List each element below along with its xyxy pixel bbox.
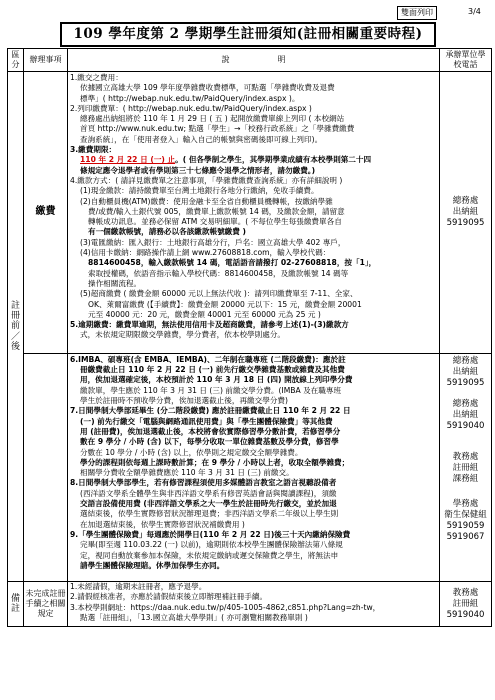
fees-description (68, 72, 440, 354)
text-line: 5.逾期繳費：繳費單逾期，無法使用信用卡及超商繳費，請參考上述(1)-(3)繳款方 (70, 320, 349, 330)
duplex-print-button[interactable]: 雙面列印 (397, 6, 437, 20)
credit-card-link[interactable]: (4)信用卡繳納：網路操作請上網 www.27608818.com，輸入學校代碼： (80, 248, 331, 258)
unit-phone: 5919040 (446, 609, 485, 620)
top-bar (0, 6, 495, 22)
text-line: 請學生團體保險理賠。休學加保學生亦同。 (80, 560, 225, 570)
text-line: 1.未經請假，逾期未註冊者，應予退學。 (70, 582, 207, 591)
text-line: 4.繳款方式：( 請詳見繳費單之注意事項，「學雜費繳費查詢系統」亦有詳細說明 ) (70, 175, 343, 185)
fee-standard-link[interactable]: 標準」( http://webap.nuk.edu.tw/PaidQuery/index.aspx )。 (80, 93, 300, 103)
text-line: 。( 但各學制之學生，其學期學業成績有本校學則第二十四 (175, 155, 372, 165)
page-title: 109 學年度第 2 學期學生註冊須知(註冊相關重要時程) (60, 22, 436, 47)
unit-phone: 5919059 (446, 520, 485, 531)
text-line: 有一個繳款帳號，請務必以各該繳款帳號繳費 ) (88, 227, 246, 237)
text-line: (2)自動櫃員機(ATM)繳費：使用金融卡至全省自動櫃員機轉帳，按繳納學雜 (80, 196, 333, 206)
text-line: 費/或費/輸入土銀代號 005，繳費單上繳款帳號 14 碼，及繳款金額，請留意 (88, 206, 345, 216)
unit-name: 教務處 (452, 587, 479, 598)
text-line: 9.「學生團體保險費」每週應於開學日(110 年 2 月 22 日)後三十天內繳納保險費 (70, 529, 351, 539)
unit-division: 出納組 (452, 366, 479, 377)
unit-division: 註冊組 (452, 598, 479, 609)
regulations-link[interactable]: 3.本校學則網址：https://daa.nuk.edu.tw/p/405-1005-4862,c851.php?Lang=zh-tw， (70, 602, 381, 612)
text-line: (3)電匯繳納：匯入銀行：土地銀行高雄分行，戶名：國立高雄大學 402 專戶， (80, 237, 346, 247)
text-line: 交語言設備使用費 (非西洋語文學系之大一學生於註冊時先行繳交，並於加退 (80, 499, 337, 509)
item-fees: 繳費 (24, 72, 68, 354)
unit-phone: 5919095 (446, 217, 485, 228)
text-line: 用 (註冊費)，俟加退選截止後，本校將會依實際修習學分數計費，若修習學分 (80, 426, 341, 436)
unit-name: 教務處 (452, 451, 479, 462)
header-category: 區分 (8, 49, 24, 72)
text-line: 學分的課程則依每週上課時數計算；在 9 學分 / 小時以上者，收取全額學雜費； (80, 457, 350, 467)
unit-name: 學務處 (452, 498, 479, 509)
unit-division: 課務組 (452, 473, 479, 484)
text-line: 總務處出納組將於 110 年 1 月 29 日 ( 五 ) 起開放繳費單線上列印 ( 本校網站 (80, 114, 345, 124)
text-line: 學生於註冊時不預收學分費，俟加退選截止後，再繳交學分費) (80, 396, 288, 406)
text-line: OK、萊爾富繳費 (【手續費】：繳費金額 20000 元以下：15 元，繳費金額 20001 (88, 299, 362, 309)
text-line: 冊繳費截止日 110 年 2 月 22 日 (一) 前先行繳交學雜費基數或雜費及其他費 (80, 365, 345, 375)
print-bill-link[interactable]: 2.列印繳費單：( http://webap.nuk.edu.tw/PaidQuery/index.aspx ) (70, 103, 312, 113)
unit-name: 總務處 (452, 398, 479, 409)
deadline-heading: 3.繳費期限： (70, 145, 117, 155)
remark-unit (440, 582, 492, 627)
category-registration: 註冊前／後 (8, 72, 24, 582)
text-line: 點選「註冊組」，「13.國立高雄大學學則」( 亦可瀏覽相關教務單則 ) (80, 612, 308, 622)
text-line: 完畢(即至週 110.03.22 (一) 以前)，逾期則依本校學生團體保險辦法第八條規 (80, 540, 343, 550)
text-line: 2.請假經核准者，亦應於請假結束後立即辦理補註冊手續。 (70, 592, 268, 602)
unit-phone: 5919095 (446, 377, 485, 388)
unit-name: 總務處 (452, 355, 479, 366)
text-line: 用，俟加退選確定後，本校預計於 110 年 3 月 18 日 (四) 開放線上列印學分費 (80, 375, 353, 385)
text-line: 條規定應令退學者或有學則第三十七條應令退學之情形者，請勿繳費。) (80, 165, 316, 175)
registration-table (7, 48, 491, 627)
text-line: 7.日間學制大學部延畢生 (分二階段繳費) 應於註冊繳費截止日 110 年 2 月 22 日 (70, 406, 351, 416)
registration-unit (440, 353, 492, 581)
text-line: 繳款單，學生應於 110 年 3 月 31 日 (三) 前繳交學分費。(IMBA 及在職專班 (80, 385, 342, 395)
page-number: 3/4 (468, 7, 481, 16)
text-line: 查詢系統」，在「使用者登入」輸入自己的帳號與密碼後即可線上列印)。 (80, 134, 323, 144)
registration-row (8, 353, 492, 581)
unit-name: 總務處 (452, 195, 479, 206)
nuk-homepage-link[interactable]: 首頁 http://www.nuk.edu.tw; 點選「學生」→「校務行政系統」之「學雜費繳費 (80, 124, 355, 134)
text-line: 定，視同自動放棄參加本保險，未依規定繳納或遲交保險費之學生，將無法申 (80, 550, 339, 560)
table-header-row (8, 49, 492, 72)
text-line: 分數在 10 學分 / 小時 (含) 以上，依學則之規定繳交全額學雜費。 (80, 447, 303, 457)
text-line: (一) 前先行繳交「電腦與網路通訊使用費」與「學生團體保險費」等其他費 (80, 416, 333, 426)
unit-phone: 5919067 (446, 531, 485, 542)
unit-division: 出納組 (452, 409, 479, 420)
header-unit: 承辦單位學校電話 (440, 49, 492, 72)
text-line: 1.繳交之費用： (70, 73, 123, 82)
unit-division: 出納組 (452, 206, 479, 217)
text-line: 轉帳成功訊息。並務必保留 ATM 交易明細單。( 不每位學生每張繳費單各自 (88, 217, 342, 227)
text-line: 操作相關流程。 (88, 278, 142, 288)
text-line: (西洋語文學系全體學生與非西洋語文學系有修習英語會話與閱讀課程)，須繳 (80, 488, 337, 498)
item-unfinished: 未完成註冊手續之相關規定 (24, 582, 68, 627)
remark-description (68, 582, 440, 627)
category-remark: 備註 (8, 582, 24, 627)
item-blank (24, 353, 68, 581)
unit-division: 衛生保健組 (444, 509, 487, 520)
text-line: 8.日間學制大學部學生，若有修習課程須使用多媒體語言教室之語言視聽設備者 (70, 478, 337, 488)
text-line: 依據國立高雄大學 109 學年度學雜費收費標準，可點選「學雜費收費及退費 (80, 83, 335, 93)
text-line: 在加退選結束後，依學生實際修習狀況補繳費用 ) (80, 519, 245, 529)
header-item: 辦理事項 (24, 49, 68, 72)
unit-phone: 5919040 (446, 420, 485, 431)
text-line: (5)超商繳費 ( 繳費金額 60000 元以上無法代收 )：請列印繳費單至 7-11、全家、 (80, 289, 358, 299)
text-line: 索取授權碼，依語音指示輸入學校代碼：8814600458，及繳款帳號 14 碼等 (88, 268, 349, 278)
text-line: 相關學分費收全額學雜費應於 110 年 3 月 31 日 (三) 前繳交。 (80, 468, 294, 478)
payment-deadline: 110 年 2 月 22 日 (一) 止 (80, 155, 176, 165)
text-line: 數在 9 學分 / 小時 (含) 以下，每學分收取一單位雜費基數及學分費，修習學 (80, 437, 339, 447)
text-line: 6.IMBA、碩專班(含 EMBA、IEMBA)、二年制在職專班 (二階段繳費)：應於註 (70, 354, 346, 364)
text-line: (1)現金繳款：請持繳費單至台灣土地銀行各地分行繳納，免收手續費。 (80, 186, 319, 196)
text-line: 8814600458，輸入繳款帳號 14 碼，電話語音請撥打 02-27608818，按「1」， (88, 258, 377, 268)
text-line: 選結束後，依學生實際修習狀況辦理退費；非西洋語文學系二年級以上學生則 (80, 509, 339, 519)
fees-unit (440, 72, 492, 354)
remark-row (8, 582, 492, 627)
fees-row (8, 72, 492, 354)
text-line: 元至 40000 元：20 元，繳費金額 40001 元至 60000 元為 25 元 ) (88, 309, 321, 319)
registration-description (68, 353, 440, 581)
unit-division: 註冊組 (452, 462, 479, 473)
text-line: 式，未依規定期限繳交學雜費，學分費者，依本校學則處分。 (80, 330, 286, 340)
header-description: 說 明 (68, 49, 440, 72)
